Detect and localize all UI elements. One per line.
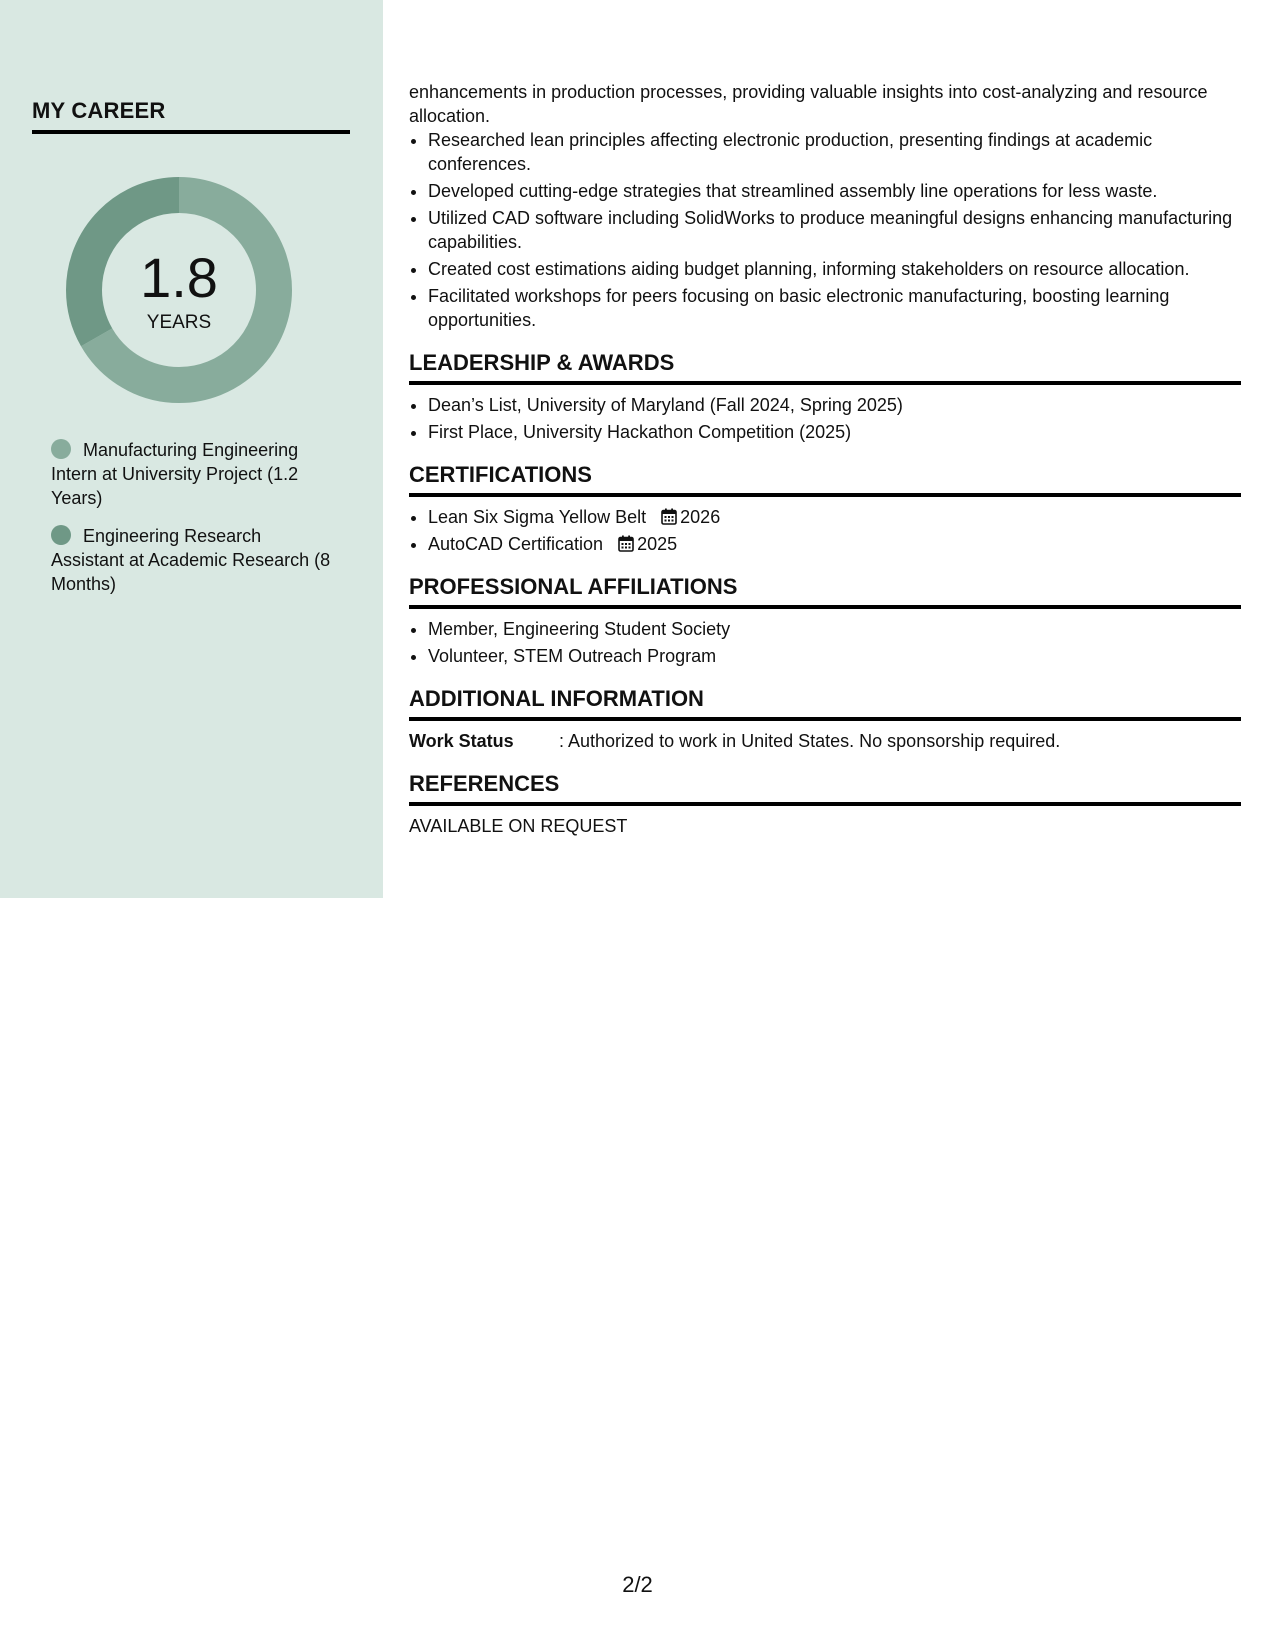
experience-continuation: enhancements in production processes, providing valuable insights into cost-analyzing and resource allocation. bbox=[409, 82, 1208, 126]
certification-name: AutoCAD Certification bbox=[428, 534, 604, 554]
legend-item bbox=[51, 438, 331, 510]
work-status-label: Work Status bbox=[409, 731, 514, 751]
work-status-value: : Authorized to work in United States. No sponsorship required. bbox=[559, 731, 1061, 751]
main-content bbox=[409, 80, 1241, 838]
career-years-unit: YEARS bbox=[146, 312, 212, 333]
certification-year: 2026 bbox=[680, 507, 721, 527]
leadership-list bbox=[409, 393, 1241, 444]
experience-bullet: • Researched lean principles affecting electronic production, presenting findings at academic conferences. bbox=[428, 128, 1241, 176]
leadership-item: • First Place, University Hackathon Competition (2025) bbox=[428, 420, 1241, 444]
references-text: AVAILABLE ON REQUEST bbox=[409, 816, 628, 836]
affiliation-item: • Member, Engineering Student Society bbox=[428, 617, 1241, 641]
work-status-row bbox=[409, 729, 1241, 753]
certification-year: 2025 bbox=[637, 534, 678, 554]
calendar-icon bbox=[661, 508, 677, 525]
career-title: MY CAREER bbox=[32, 98, 350, 134]
experience-bullet: • Developed cutting-edge strategies that streamlined assembly line operations for less waste. bbox=[428, 179, 1241, 203]
legend-dot-icon bbox=[51, 525, 71, 545]
page-number: 2/2 bbox=[622, 1572, 653, 1597]
references-title: REFERENCES bbox=[409, 771, 1241, 806]
legend-label: Manufacturing Engineering Intern at University Project (1.2 Years) bbox=[51, 440, 299, 508]
certification-item bbox=[428, 505, 1241, 529]
affiliations-title: PROFESSIONAL AFFILIATIONS bbox=[409, 574, 1241, 609]
certifications-title: CERTIFICATIONS bbox=[409, 462, 1241, 497]
leadership-item: • Dean’s List, University of Maryland (Fall 2024, Spring 2025) bbox=[428, 393, 1241, 417]
affiliations-list bbox=[409, 617, 1241, 668]
sidebar bbox=[0, 0, 383, 898]
experience-bullet: • Utilized CAD software including SolidWorks to produce meaningful designs enhancing manufacturing capabilities. bbox=[428, 206, 1241, 254]
affiliation-item: • Volunteer, STEM Outreach Program bbox=[428, 644, 1241, 668]
legend-dot-icon bbox=[51, 439, 71, 459]
experience-bullets bbox=[409, 128, 1241, 332]
legend-label: Engineering Research Assistant at Academic Research (8 Months) bbox=[51, 526, 331, 594]
calendar-icon bbox=[618, 535, 634, 552]
certification-name: Lean Six Sigma Yellow Belt bbox=[428, 507, 647, 527]
career-years-value: 1.8 bbox=[140, 246, 218, 309]
experience-bullet: • Created cost estimations aiding budget planning, informing stakeholders on resource allocation. bbox=[428, 257, 1241, 281]
additional-info-title: ADDITIONAL INFORMATION bbox=[409, 686, 1241, 721]
career-legend bbox=[51, 438, 331, 610]
leadership-title: LEADERSHIP & AWARDS bbox=[409, 350, 1241, 385]
legend-item bbox=[51, 524, 331, 596]
experience-bullet: • Facilitated workshops for peers focusing on basic electronic manufacturing, boosting learning opportunities. bbox=[428, 284, 1241, 332]
certification-item bbox=[428, 532, 1241, 556]
certifications-list bbox=[409, 505, 1241, 556]
